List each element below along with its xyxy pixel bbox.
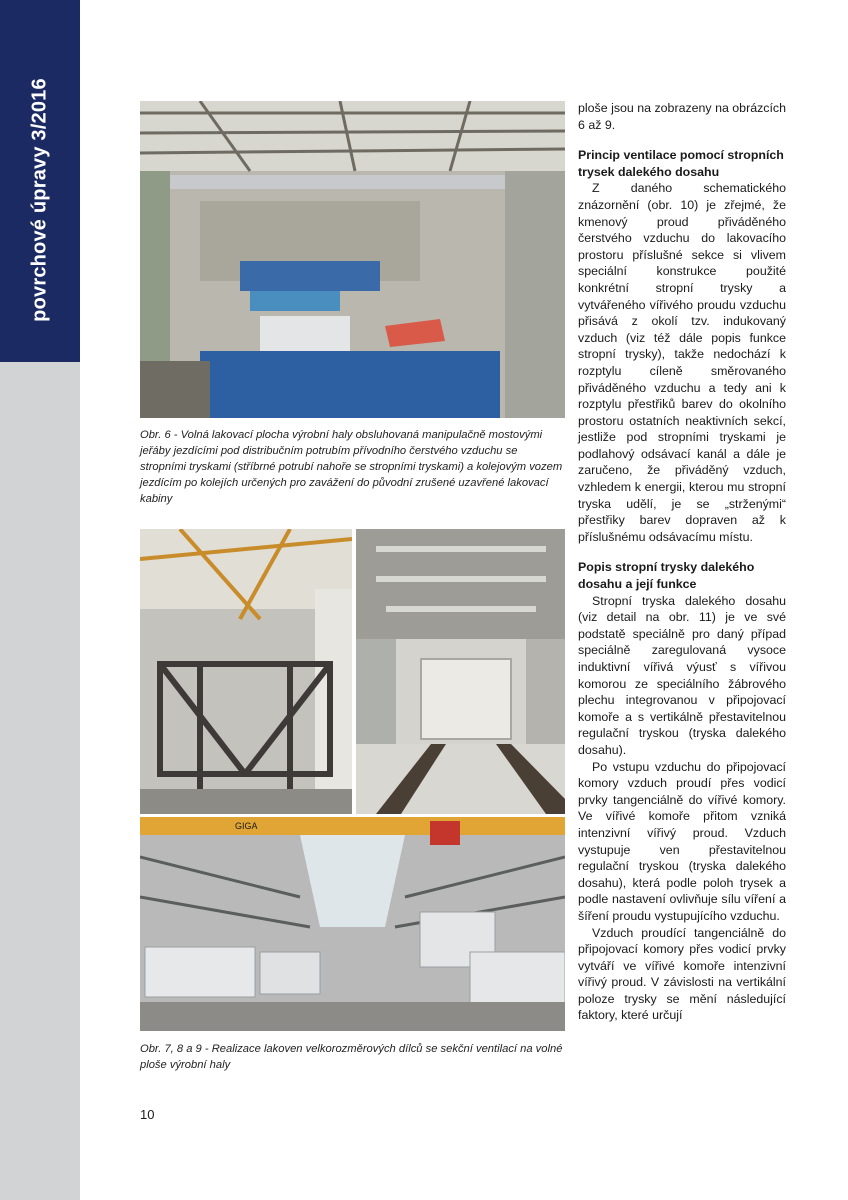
photo-steel-frame: [140, 529, 352, 814]
photo-empty-hall: [356, 529, 565, 814]
photo-hall-with-parts: [140, 817, 565, 1031]
paragraph-principle: Z daného schematického znázornění (obr. 10) je zřejmé, že kmenový proud přiváděného čerstvého vzduchu do lakovacího prostoru příslušné sekce si vlivem speciální konstrukce použité konkrétní stropní trysky a vytvářeného vířivého proudu vzduchu přisává z okolí tzv. indukovaný vzduch (viz též dále popis funkce stropní trysky), takže nedochází k rozptylu cíleně směrovaného přiváděného vzduchu a tedy ani k rozptylu přestřiků barev do okolního prostoru ostatních neaktivních sekcí, jestliže pod stropními tryskami je podlahový odsávací kanál a dále je zaručeno, že přiváděný vzduch, vzhledem k energii, kterou mu stropní tryska udělí, je se „strženými“ přestřiky barev dopraven až k příslušnému odsávacímu místu.: [578, 181, 786, 544]
figure-7-9-caption: Obr. 7, 8 a 9 - Realizace lakoven velkorozměrových dílců se sekční ventilací na volné ploše výrobní haly: [140, 1043, 563, 1071]
article-column: [578, 100, 786, 1024]
photo-painting-hall: [140, 101, 565, 418]
section-heading-nozzle: Popis stropní trysky dalekého dosahu a její funkce: [578, 560, 755, 592]
paragraph-nozzle-description: Stropní tryska dalekého dosahu (viz detail na obr. 11) je ve své podstatě speciálně pro daný případ speciálně zaregulovaná vysoce induktivní vířivá výusť s vířivou komorou ze speciálního žábrového plechu integrovanou v připojovací komoře a s vertikálně přestavitelnou regulační tryskou (tryska dalekého dosahu).: [578, 593, 786, 757]
sidebar-band-lower: [0, 362, 80, 1200]
paragraph-air-flow: Po vstupu vzduchu do připojovací komory vzduch proudí přes vodicí prvky tangenciálně do vířivé komory. Ve vířivé komoře přitom vzniká intenzivní vířivý proud. Vzduch vystupuje ven přestavitelnou regulační tryskou (tryska dalekého dosahu), která podle poloh trysek a podle nastavení ovlivňuje sílu víření a šíření proudu vystupujícího vzduchu.: [578, 759, 786, 923]
paragraph-swirl: Vzduch proudící tangenciálně do připojovací komory přes vodicí prvky vytváří ve vířivé komoře intenzivní vířivý proud. V závislosti na vertikální poloze trysky se mění následující faktory, které určují: [578, 925, 786, 1023]
crane-label: GIGA: [235, 821, 258, 831]
figure-6-caption: Obr. 6 - Volná lakovací plocha výrobní haly obsluhovaná manipulačně mostovými jeřáby jezdícími pod distribučním potrubím přívodního čerstvého vzduchu se stropními tryskami (stříbrné potrubí nahoře se stropními tryskami) a kolejovým vozem jezdícím po kolejích určených pro zavážení do původní zrušené uzavřené lakovací kabiny: [140, 429, 563, 505]
section-heading-principle: Princip ventilace pomocí stropních trysek dalekého dosahu: [578, 148, 784, 179]
paragraph-continuation: ploše jsou na zobrazeny na obrázcích 6 až 9.: [578, 101, 787, 132]
journal-issue-title: povrchové úpravy 3/2016: [28, 78, 51, 322]
page-number: 10: [140, 1107, 155, 1122]
